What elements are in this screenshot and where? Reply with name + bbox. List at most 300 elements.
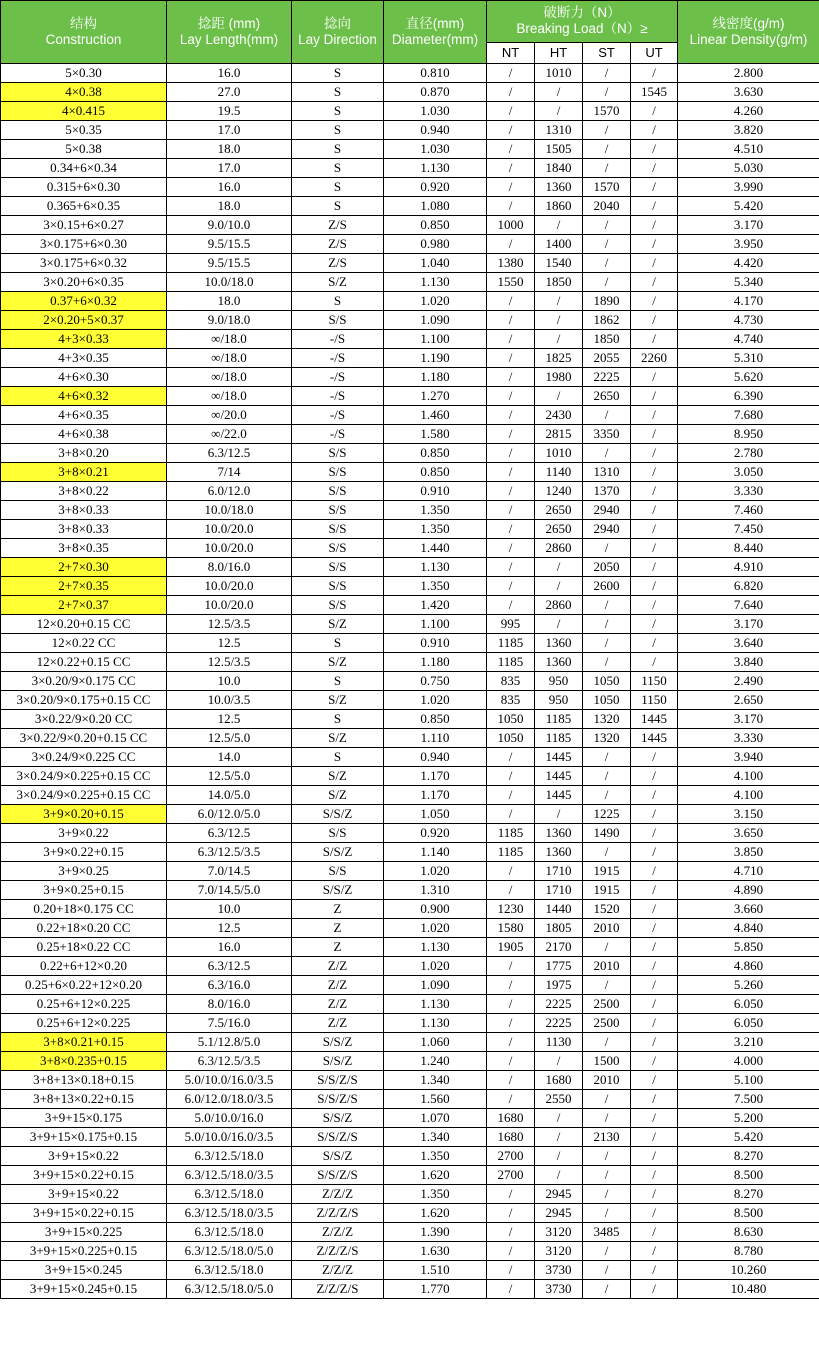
table-row [1,463,819,482]
cell-lay-direction: Z/Z/Z [292,1223,384,1242]
cell-ht: / [535,1128,583,1147]
cell-construction: 3+8×0.33 [1,501,167,520]
cell-linear-density: 2.490 [678,672,819,691]
cell-linear-density: 3.050 [678,463,819,482]
cell-ht: 1860 [535,197,583,216]
cell-diameter: 1.110 [384,729,487,748]
cell-nt: / [487,311,535,330]
cell-nt: 1050 [487,710,535,729]
cell-st: / [583,539,631,558]
cell-lay-length: 6.0/12.0/18.0/3.5 [167,1090,292,1109]
cell-diameter: 1.350 [384,501,487,520]
cell-st: / [583,1090,631,1109]
cell-construction: 3×0.22/9×0.20 CC [1,710,167,729]
cell-ut: 1150 [631,691,678,710]
cell-ht: 2225 [535,995,583,1014]
table-row [1,1261,819,1280]
cell-construction: 3+8×0.33 [1,520,167,539]
cell-nt: / [487,387,535,406]
cell-lay-direction: -/S [292,387,384,406]
cell-ht: 1440 [535,900,583,919]
header-lay-direction [292,1,384,64]
cell-construction: 3×0.22/9×0.20+0.15 CC [1,729,167,748]
table-row [1,235,819,254]
cell-nt: / [487,330,535,349]
cell-ht: / [535,102,583,121]
cell-ht: 1445 [535,748,583,767]
cell-construction: 3+9+15×0.245 [1,1261,167,1280]
cell-st: 2010 [583,1071,631,1090]
cell-linear-density: 4.860 [678,957,819,976]
cell-ut: / [631,482,678,501]
cell-st: / [583,235,631,254]
cell-lay-length: 8.0/16.0 [167,995,292,1014]
cell-diameter: 1.130 [384,1014,487,1033]
cell-construction: 0.20+18×0.175 CC [1,900,167,919]
cell-linear-density: 3.840 [678,653,819,672]
table-row [1,330,819,349]
table-row [1,311,819,330]
cell-lay-length: ∞/18.0 [167,387,292,406]
cell-lay-direction: Z/Z/Z/S [292,1204,384,1223]
cell-lay-length: 18.0 [167,197,292,216]
cell-st: / [583,140,631,159]
cell-st: 1050 [583,672,631,691]
cell-construction: 12×0.20+0.15 CC [1,615,167,634]
table-row [1,957,819,976]
cell-lay-length: 10.0/18.0 [167,501,292,520]
cell-st: 2500 [583,995,631,1014]
cell-lay-direction: S/S [292,539,384,558]
cell-lay-length: 12.5 [167,919,292,938]
cell-ht: / [535,311,583,330]
cell-construction: 2+7×0.30 [1,558,167,577]
cell-diameter: 1.190 [384,349,487,368]
cell-lay-length: 14.0 [167,748,292,767]
cell-nt: / [487,1223,535,1242]
table-row [1,64,819,83]
cell-ut: / [631,824,678,843]
cell-ut: / [631,1014,678,1033]
table-row [1,748,819,767]
cell-nt: 2700 [487,1166,535,1185]
table-row [1,273,819,292]
cell-lay-direction: S/S [292,596,384,615]
header-construction-en: Construction [45,32,122,47]
cell-diameter: 1.020 [384,919,487,938]
cell-nt: / [487,159,535,178]
cell-nt: / [487,748,535,767]
cell-st: / [583,1147,631,1166]
cell-nt: / [487,577,535,596]
header-linear-density [678,1,819,64]
cell-ut: / [631,957,678,976]
cell-construction: 2+7×0.35 [1,577,167,596]
cell-nt: 835 [487,672,535,691]
cell-ht: 950 [535,691,583,710]
cell-lay-length: 6.3/12.5/3.5 [167,843,292,862]
cell-diameter: 0.920 [384,178,487,197]
cell-lay-length: 9.0/10.0 [167,216,292,235]
cell-ht: 2945 [535,1185,583,1204]
cell-ht: 1825 [535,349,583,368]
cell-lay-direction: S [292,672,384,691]
cell-lay-length: 9.5/15.5 [167,235,292,254]
cell-lay-length: 5.0/10.0/16.0 [167,1109,292,1128]
cell-lay-length: 7/14 [167,463,292,482]
header-diameter-en: Diameter(mm) [391,32,479,47]
cell-construction: 4+6×0.38 [1,425,167,444]
cell-st: / [583,444,631,463]
table-row [1,1280,819,1299]
cell-lay-direction: S/Z [292,729,384,748]
cell-ut: / [631,463,678,482]
cell-nt: / [487,1071,535,1090]
cell-linear-density: 3.170 [678,615,819,634]
cell-lay-length: 7.5/16.0 [167,1014,292,1033]
table-row [1,216,819,235]
cell-nt: / [487,102,535,121]
cell-lay-direction: Z/S [292,254,384,273]
header-lay-direction-en: Lay Direction [298,32,377,47]
cell-lay-direction: -/S [292,425,384,444]
cell-lay-length: 18.0 [167,292,292,311]
cell-ht: 1185 [535,710,583,729]
cell-linear-density: 8.780 [678,1242,819,1261]
cell-lay-direction: S/S/Z [292,805,384,824]
cell-ht: / [535,805,583,824]
cell-construction: 3×0.175+6×0.32 [1,254,167,273]
cell-construction: 5×0.35 [1,121,167,140]
cell-ht: 1360 [535,653,583,672]
cell-diameter: 1.460 [384,406,487,425]
cell-lay-direction: S [292,121,384,140]
cell-ht: 1975 [535,976,583,995]
cell-nt: / [487,957,535,976]
cell-lay-length: 14.0/5.0 [167,786,292,805]
cell-lay-length: 9.0/18.0 [167,311,292,330]
cell-lay-direction: S/S [292,482,384,501]
cell-st: / [583,273,631,292]
cell-nt: 835 [487,691,535,710]
cell-diameter: 0.850 [384,710,487,729]
cell-ut: / [631,1280,678,1299]
cell-ht: / [535,1109,583,1128]
cell-construction: 4+6×0.35 [1,406,167,425]
cell-st: / [583,216,631,235]
cell-diameter: 1.170 [384,767,487,786]
cell-lay-direction: S/S [292,577,384,596]
cell-ut: 1545 [631,83,678,102]
cell-ht: / [535,615,583,634]
cell-ht: / [535,1052,583,1071]
cell-linear-density: 5.340 [678,273,819,292]
cell-nt: 1185 [487,653,535,672]
cell-ut: / [631,292,678,311]
cell-ht: 3730 [535,1280,583,1299]
cell-diameter: 1.020 [384,862,487,881]
cell-diameter: 1.440 [384,539,487,558]
cell-st: / [583,843,631,862]
cell-ut: / [631,1052,678,1071]
cell-linear-density: 8.500 [678,1166,819,1185]
cell-diameter: 1.620 [384,1204,487,1223]
cell-st: / [583,1280,631,1299]
cell-lay-direction: S/S [292,558,384,577]
cell-ut: / [631,64,678,83]
cell-nt: 1000 [487,216,535,235]
cell-lay-length: 6.3/12.5/18.0 [167,1147,292,1166]
cell-lay-length: 6.3/12.5 [167,824,292,843]
cell-nt: / [487,1090,535,1109]
cell-lay-direction: S/Z [292,767,384,786]
cell-lay-length: 10.0/20.0 [167,520,292,539]
cell-lay-length: 6.3/12.5 [167,957,292,976]
cell-nt: / [487,501,535,520]
cell-nt: / [487,444,535,463]
cell-st: 2040 [583,197,631,216]
cell-lay-direction: Z/Z [292,1014,384,1033]
cell-lay-length: 10.0 [167,672,292,691]
cell-ut: / [631,1147,678,1166]
cell-ut: / [631,235,678,254]
cell-lay-direction: -/S [292,330,384,349]
cell-diameter: 0.850 [384,444,487,463]
cell-diameter: 0.750 [384,672,487,691]
cell-lay-direction: S/S [292,311,384,330]
cell-nt: / [487,406,535,425]
table-row [1,539,819,558]
cell-construction: 12×0.22+0.15 CC [1,653,167,672]
cell-ht: 2860 [535,596,583,615]
table-row [1,368,819,387]
cell-construction: 3+9+15×0.22+0.15 [1,1166,167,1185]
cell-linear-density: 5.260 [678,976,819,995]
cell-diameter: 1.270 [384,387,487,406]
cell-ut: / [631,1166,678,1185]
cell-lay-direction: S/S/Z/S [292,1128,384,1147]
cell-lay-direction: S/S/Z/S [292,1090,384,1109]
cell-diameter: 1.090 [384,976,487,995]
table-row [1,862,819,881]
cell-ut: / [631,881,678,900]
cell-lay-length: 6.0/12.0/5.0 [167,805,292,824]
cell-lay-length: 16.0 [167,64,292,83]
cell-diameter: 1.020 [384,957,487,976]
table-row [1,254,819,273]
cell-st: 3350 [583,425,631,444]
cell-linear-density: 5.310 [678,349,819,368]
cell-lay-direction: -/S [292,406,384,425]
cell-st: 1490 [583,824,631,843]
cell-lay-length: 12.5 [167,710,292,729]
cell-construction: 3×0.24/9×0.225+0.15 CC [1,767,167,786]
table-row [1,140,819,159]
cell-diameter: 1.180 [384,653,487,672]
cell-diameter: 1.350 [384,1185,487,1204]
table-row [1,520,819,539]
table-row [1,767,819,786]
cell-lay-direction: Z [292,919,384,938]
cell-nt: / [487,425,535,444]
cell-linear-density: 3.990 [678,178,819,197]
cell-lay-length: 9.5/15.5 [167,254,292,273]
cell-ut: / [631,102,678,121]
cell-lay-length: 10.0/20.0 [167,539,292,558]
cell-lay-direction: S [292,197,384,216]
header-ut: UT [631,42,678,63]
cell-linear-density: 4.890 [678,881,819,900]
cell-linear-density: 3.630 [678,83,819,102]
header-linear-density-en: Linear Density(g/m) [689,32,808,47]
cell-ht: 2225 [535,1014,583,1033]
cell-linear-density: 3.150 [678,805,819,824]
cell-construction: 3+9×0.25+0.15 [1,881,167,900]
cell-construction: 3+9+15×0.22+0.15 [1,1204,167,1223]
cell-ut: / [631,311,678,330]
cell-construction: 3+8×0.235+0.15 [1,1052,167,1071]
cell-lay-direction: S [292,634,384,653]
cell-diameter: 1.350 [384,520,487,539]
table-row [1,919,819,938]
cell-ut: / [631,330,678,349]
cell-construction: 3×0.24/9×0.225 CC [1,748,167,767]
cell-ht: 1505 [535,140,583,159]
cell-lay-direction: S [292,748,384,767]
header-breaking-load [487,1,678,43]
cell-st: 1570 [583,178,631,197]
cell-lay-length: 6.3/12.5/3.5 [167,1052,292,1071]
cell-lay-direction: Z/S [292,235,384,254]
cell-st: 1050 [583,691,631,710]
cell-ut: / [631,425,678,444]
cell-construction: 3+9+15×0.175+0.15 [1,1128,167,1147]
cell-linear-density: 5.420 [678,197,819,216]
cell-ht: 3730 [535,1261,583,1280]
cell-lay-length: 27.0 [167,83,292,102]
cell-lay-direction: S/S [292,824,384,843]
cell-ut: / [631,786,678,805]
cell-diameter: 0.920 [384,824,487,843]
cell-ht: 1980 [535,368,583,387]
table-row [1,824,819,843]
cell-nt: / [487,1185,535,1204]
cell-nt: / [487,1261,535,1280]
cell-st: 1850 [583,330,631,349]
cell-nt: / [487,292,535,311]
cell-nt: / [487,178,535,197]
cell-nt: / [487,1280,535,1299]
cell-diameter: 0.810 [384,64,487,83]
cell-lay-length: ∞/18.0 [167,330,292,349]
table-row [1,577,819,596]
cell-nt: 1680 [487,1128,535,1147]
table-row [1,1052,819,1071]
cell-lay-length: 17.0 [167,159,292,178]
cell-st: / [583,1204,631,1223]
header-breaking-load-en: Breaking Load（N）≥ [516,21,648,37]
cell-nt: / [487,1033,535,1052]
cell-st: / [583,634,631,653]
cell-diameter: 1.030 [384,102,487,121]
cell-nt: 1550 [487,273,535,292]
cell-st: / [583,767,631,786]
cell-diameter: 0.870 [384,83,487,102]
cell-construction: 3+8×0.35 [1,539,167,558]
cell-ut: / [631,976,678,995]
cell-lay-direction: S/Z [292,786,384,805]
cell-construction: 3×0.20/9×0.175+0.15 CC [1,691,167,710]
cell-diameter: 0.980 [384,235,487,254]
cell-lay-direction: S/S/Z [292,1052,384,1071]
cell-ht: / [535,330,583,349]
cell-ut: / [631,1185,678,1204]
cell-construction: 0.25+18×0.22 CC [1,938,167,957]
cell-ut: / [631,444,678,463]
cell-linear-density: 4.740 [678,330,819,349]
cell-nt: / [487,539,535,558]
cell-lay-length: 18.0 [167,140,292,159]
cell-lay-direction: S/S/Z/S [292,1166,384,1185]
cell-st: 2600 [583,577,631,596]
cell-lay-direction: Z/Z/Z/S [292,1242,384,1261]
cell-ut: / [631,501,678,520]
cell-st: / [583,121,631,140]
cell-lay-direction: S/S/Z [292,1147,384,1166]
cell-ut: / [631,387,678,406]
cell-ht: 1360 [535,843,583,862]
table-row [1,634,819,653]
cell-ut: / [631,634,678,653]
header-construction [1,1,167,64]
cell-linear-density: 7.450 [678,520,819,539]
cell-lay-length: 10.0/20.0 [167,577,292,596]
cell-diameter: 1.580 [384,425,487,444]
cell-ht: 2650 [535,520,583,539]
cell-construction: 3+8+13×0.18+0.15 [1,1071,167,1090]
cell-diameter: 1.130 [384,558,487,577]
cell-linear-density: 7.460 [678,501,819,520]
table-row [1,197,819,216]
cell-lay-direction: S/S [292,444,384,463]
table-row [1,1166,819,1185]
table-row [1,1242,819,1261]
cell-diameter: 1.060 [384,1033,487,1052]
cell-lay-direction: S [292,140,384,159]
cell-linear-density: 4.000 [678,1052,819,1071]
cell-diameter: 0.910 [384,634,487,653]
cell-linear-density: 10.260 [678,1261,819,1280]
cell-linear-density: 5.200 [678,1109,819,1128]
cell-construction: 0.34+6×0.34 [1,159,167,178]
cell-lay-length: 5.0/10.0/16.0/3.5 [167,1128,292,1147]
cell-diameter: 1.310 [384,881,487,900]
cell-st: / [583,976,631,995]
cell-ht: 1850 [535,273,583,292]
cell-st: / [583,254,631,273]
cell-construction: 5×0.30 [1,64,167,83]
cell-linear-density: 2.650 [678,691,819,710]
table-row [1,615,819,634]
cell-lay-direction: S [292,83,384,102]
cell-diameter: 0.940 [384,121,487,140]
cell-construction: 0.315+6×0.30 [1,178,167,197]
header-lay-length-en: Lay Length(mm) [179,32,279,47]
cell-lay-direction: S/S [292,520,384,539]
cell-linear-density: 8.270 [678,1185,819,1204]
table-row [1,729,819,748]
cell-st: 2010 [583,957,631,976]
